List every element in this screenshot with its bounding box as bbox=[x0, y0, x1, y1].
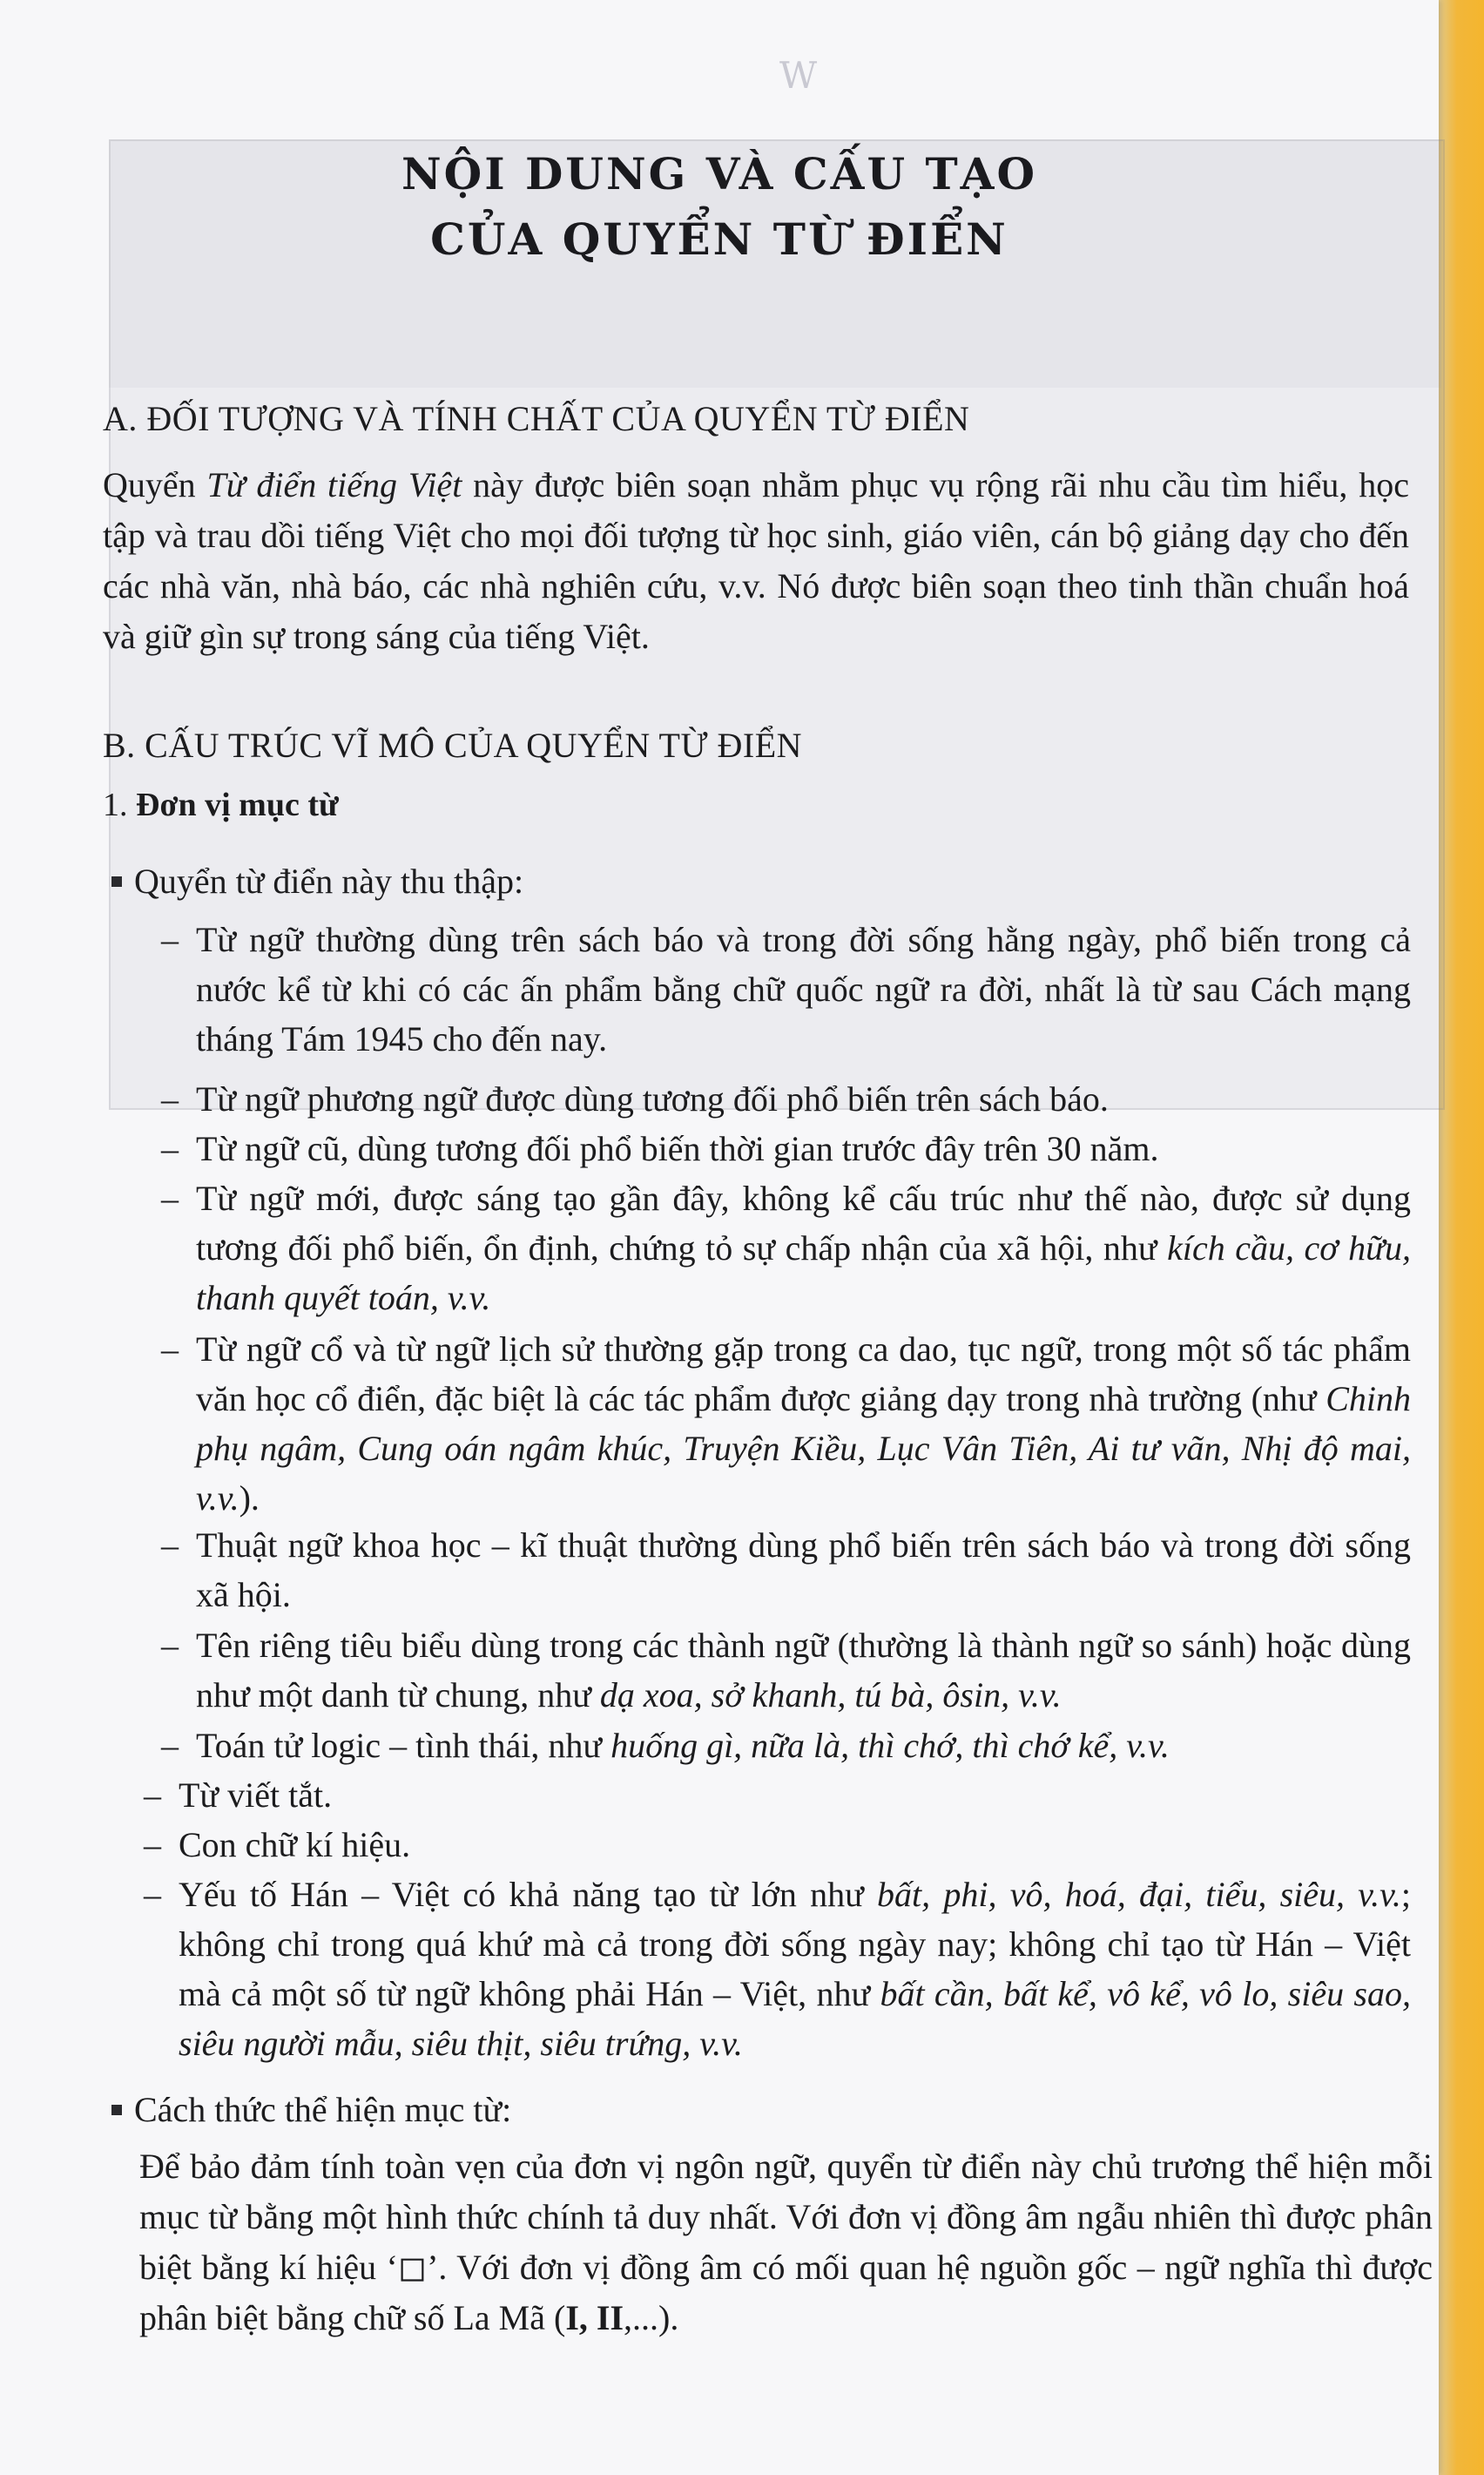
list-item: – Từ ngữ mới, được sáng tạo gần đây, không kể cấu trúc như thế nào, được sử dụng tương đối phổ biến, ổn định, chứng tỏ sự chấp nhận của xã hội, như kích cầu, cơ hữu, thanh quyết toán, v.v. bbox=[161, 1179, 1411, 1317]
book-cover-edge bbox=[1439, 0, 1484, 2475]
page-mark: W bbox=[779, 54, 818, 97]
list-item: – Từ ngữ cổ và từ ngữ lịch sử thường gặp trong ca dao, tục ngữ, trong một số tác phẩm văn học cổ điển, đặc biệt là các tác phẩm được giảng dạy trong nhà trường (như Chinh phụ ngâm, Cung oán ngâm khúc, Truyện Kiều, Lục Vân Tiên, Ai tư vãn, Nhị độ mai, v.v.). bbox=[161, 1329, 1411, 1518]
bullet-square-icon bbox=[111, 2105, 122, 2115]
list-item: – Toán tử logic – tình thái, như huống gì, nữa là, thì chớ, thì chớ kể, v.v. bbox=[161, 1726, 1170, 1765]
list-item: – Tên riêng tiêu biểu dùng trong các thành ngữ (thường là thành ngữ so sánh) hoặc dùng như một danh từ chung, như dạ xoa, sở khanh, tú bà, ôsin, v.v. bbox=[161, 1626, 1411, 1714]
bullet-square-icon bbox=[111, 876, 122, 887]
page-title-line1: NỘI DUNG VÀ CẤU TẠO bbox=[401, 148, 1038, 199]
section-b-heading: B. CẤU TRÚC VĨ MÔ CỦA QUYỂN TỪ ĐIỂN bbox=[103, 726, 803, 765]
list-item: – Con chữ kí hiệu. bbox=[144, 1825, 411, 1864]
list-item: – Yếu tố Hán – Việt có khả năng tạo từ lớn như bất, phi, vô, hoá, đại, tiểu, siêu, v.v.; không chỉ trong quá khứ mà cả trong đời sống ngày nay; không chỉ tạo từ Hán – Việt mà cả một số từ ngữ không phải Hán – Việt, như bất cần, bất kể, vô kể, vô lo, siêu sao, siêu người mẫu, siêu thịt, siêu trứng, v.v. bbox=[144, 1875, 1411, 2063]
list-item: – Từ ngữ cũ, dùng tương đối phổ biến thời gian trước đây trên 30 năm. bbox=[161, 1129, 1159, 1168]
list-item: – Thuật ngữ khoa học – kĩ thuật thường dùng phổ biến trên sách báo và trong đời sống xã hội. bbox=[161, 1525, 1411, 1614]
page-title-line2: CỦA QUYỂN TỪ ĐIỂN bbox=[430, 213, 1008, 265]
list-item: – Từ viết tắt. bbox=[144, 1775, 333, 1815]
bullet-entry-presentation: Cách thức thể hiện mục từ: bbox=[111, 2089, 511, 2130]
subsection-1-heading: 1. Đơn vị mục từ bbox=[103, 787, 339, 823]
section-a-heading: A. ĐỐI TƯỢNG VÀ TÍNH CHẤT CỦA QUYỂN TỪ ĐIỂN bbox=[103, 399, 970, 438]
list-item: – Từ ngữ thường dùng trên sách báo và trong đời sống hằng ngày, phổ biến trong cả nước kể từ khi có các ấn phẩm bằng chữ quốc ngữ ra đời, nhất là từ sau Cách mạng tháng Tám 1945 cho đến nay. bbox=[161, 920, 1411, 1058]
list-item: – Từ ngữ phương ngữ được dùng tương đối phổ biến trên sách báo. bbox=[161, 1079, 1109, 1119]
entry-presentation-paragraph: Để bảo đảm tính toàn vẹn của đơn vị ngôn ngữ, quyển từ điển này chủ trương thể hiện mỗi mục từ bằng một hình thức chính tả duy nhất. Với đơn vị đồng âm ngẫu nhiên thì được phân biệt bằng kí hiệu ‘◻’. Với đơn vị đồng âm có mối quan hệ nguồn gốc – ngữ nghĩa thì được phân biệt bằng chữ số La Mã (I, II,...). bbox=[139, 2147, 1433, 2337]
bullet-collected-items: Quyển từ điển này thu thập: bbox=[111, 861, 523, 902]
section-a-paragraph: Quyển Từ điển tiếng Việt này được biên soạn nhằm phục vụ rộng rãi nhu cầu tìm hiểu, học tập và trau dồi tiếng Việt cho mọi đối tượng từ học sinh, giáo viên, cán bộ giảng dạy cho đến các nhà văn, nhà báo, các nhà nghiên cứu, v.v. Nó được biên soạn theo tinh thần chuẩn hoá và giữ gìn sự trong sáng của tiếng Việt. bbox=[103, 465, 1410, 656]
